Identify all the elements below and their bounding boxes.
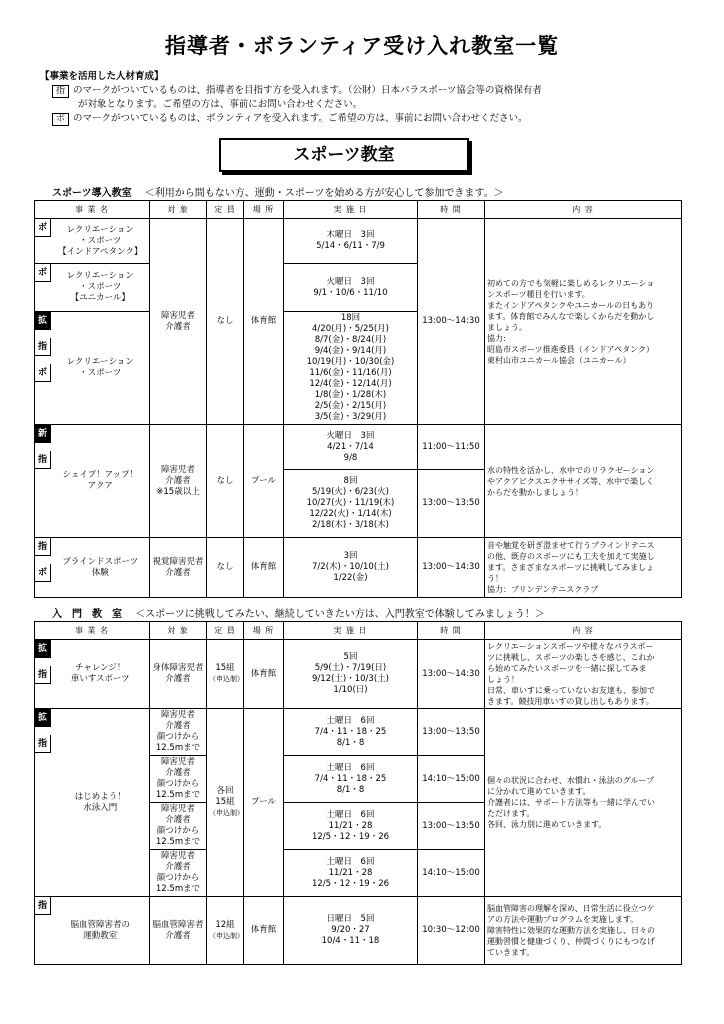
capacity-text: 15組: [215, 663, 235, 673]
volunteer-mark-icon: ボ: [52, 113, 69, 126]
sports-intro-label: スポーツ導入教室: [52, 188, 132, 199]
place-text: プール: [244, 425, 284, 538]
target-text: 障害児者 介護者 顔つけから 12.5mまで: [150, 803, 207, 850]
content-text: レクリエーションスポーツや様々なパラスポー ツに挑戦し、スポーツの楽しさを感じ、これか ら始めてみたいスポーツを一緒に探してみま しょう！ 日常、車いすに乗っていないお友達も、参加で きます。競技用車いすの貸し出しもあります。: [485, 640, 682, 709]
beginner-intro-heading: [52, 605, 545, 620]
target-text: 介護者: [165, 930, 191, 941]
target-text: 介護者: [165, 567, 191, 578]
leader-mark-icon: 指: [35, 538, 51, 556]
table-header-row: [35, 201, 682, 219]
expanded-mark-icon: 拡: [35, 640, 51, 658]
event-name: 車いすスポーツ: [70, 674, 130, 684]
content-text: 水の特性を活かし、水中でのリラクゼーション やアクアビクスエクササイズ等、水中で楽しく からだを動かしましょう！: [485, 425, 682, 538]
target-text: 介護者: [165, 674, 191, 684]
dates-text: 土曜日 6回 11/21・28 12/5・12・19・26: [284, 850, 418, 897]
target-text: 介護者: [165, 321, 191, 332]
table-row: [35, 709, 682, 756]
event-name: ・スポーツ: [79, 368, 122, 378]
place-text: 体育館: [244, 219, 284, 425]
sports-intro-note: ＜利用から間もない方、運動・スポーツを始める方が安心して参加できます。＞: [144, 188, 504, 199]
time-text: 11:00～11:50: [418, 425, 485, 470]
header-dates: 実 施 日: [284, 201, 418, 219]
capacity-text: 12組: [215, 919, 235, 930]
event-name: はじめよう！: [74, 791, 126, 802]
volunteer-mark-icon: ボ: [35, 564, 51, 582]
event-name: アクア: [87, 481, 113, 491]
header-place: 場 所: [244, 201, 284, 219]
table-row: [35, 425, 682, 470]
capacity-text: 各回: [216, 786, 234, 796]
time-text: 13:00～13:50: [418, 709, 485, 756]
dates-text: 木曜日 3回: [326, 230, 375, 240]
intro-heading: 【事業を活用した人材育成】: [40, 71, 164, 82]
time-text: 10:30～12:00: [418, 897, 485, 965]
intro-leader-text-cont: が対象となります。ご希望の方は、事前にお問い合わせください。: [78, 99, 363, 110]
header-event: 事 業 名: [35, 201, 150, 219]
dates-text: 5/14・6/11・7/9: [316, 241, 385, 251]
content-text: 初めての方でも気軽に楽しめるレクリエーショ ンスポーツ種目を行います。 またインドアペタンクやユニカールの日もあり ます。体育館でみんなで楽しくからだを動かし ましょう。 協力: 昭島市スポーツ推進委員（インドアペタンク） 東村山市ユニカール協会（ユニカール）: [485, 219, 682, 425]
target-text: 障害児者: [160, 310, 195, 321]
place-text: 体育館: [244, 640, 284, 709]
event-name: シェイプ！アップ！: [62, 470, 138, 480]
capacity-note: （申込制）: [209, 809, 244, 817]
volunteer-mark-icon: ボ: [35, 364, 51, 382]
header-content: 内 容: [485, 622, 682, 640]
dates-text: 火曜日 3回 4/21・7/14 9/8: [284, 425, 418, 470]
header-target: 対 象: [150, 622, 207, 640]
sports-intro-heading: [52, 184, 504, 199]
dates-text: 9/1・10/6・11/10: [313, 287, 388, 298]
leader-mark-icon: 指: [35, 338, 51, 356]
sports-intro-table: [34, 200, 682, 598]
expanded-mark-icon: 拡: [35, 312, 51, 330]
header-time: 時 間: [418, 201, 485, 219]
new-mark-icon: 新: [35, 425, 51, 443]
content-text: 音や触覚を研ぎ澄ませて行うブラインドテニス の他、既存のスポーツにも工夫を加えて実施し ます。さまざまなスポーツに挑戦してみましょ う！ 協力：ブリンデンテニスクラブ: [485, 538, 682, 598]
target-text: 脳血管障害者: [152, 919, 204, 930]
place-text: 体育館: [244, 538, 284, 598]
dates-text: 土曜日 6回 7/4・11・18・25 8/1・8: [284, 756, 418, 803]
content-text: 脳血管障害の理解を深め、日常生活に役立つケ アの方法や運動プログラムを実施します。 障害特性に効果的な運動方法を実施し、日々の 運動習慣と健康づくり、仲間づくりにもつなげ ていきます。: [485, 897, 682, 965]
beginner-intro-note: ＜スポーツに挑戦してみたい、継続していきたい方は、入門教室で体験してみましょう！＞: [135, 609, 545, 620]
dates-text: 土曜日 6回 11/21・28 12/5・12・19・26: [284, 803, 418, 850]
time-text: 13:00～13:50: [418, 470, 485, 538]
dates-text: 8回 5/19(火)・6/23(火) 10/27(火)・11/19(木) 12/22(火)・1/14(木) 2/18(木)・3/18(木): [284, 470, 418, 538]
capacity-note: （申込制）: [209, 931, 244, 940]
content-text: 個々の状況に合わせ、水慣れ・泳法のグループ に分かれて進めていきます。 介護者には、サポート方法等も一緒に学んでい ただけます。 各回、泳力別に進めていきます。: [485, 709, 682, 897]
target-text: 介護者: [165, 475, 191, 486]
time-text: 14:10～15:00: [418, 850, 485, 897]
time-text: 13:00～14:30: [418, 538, 485, 598]
event-name: 水泳入門: [83, 802, 118, 813]
beginner-intro-label: 入 門 教 室: [52, 609, 122, 620]
capacity-text: なし: [207, 425, 244, 538]
leader-mark-icon: 指: [35, 735, 51, 753]
dates-text: 土曜日 6回 7/4・11・18・25 8/1・8: [284, 709, 418, 756]
header-place: 場 所: [244, 622, 284, 640]
leader-mark-icon: 指: [35, 666, 51, 684]
capacity-text: なし: [207, 219, 244, 425]
dates-text: 5回 5/9(土)・7/19(日) 9/12(土)・10/3(土) 1/10(日): [284, 640, 418, 709]
place-text: プール: [244, 709, 284, 897]
event-name: チャレンジ！: [75, 663, 126, 673]
table-row: [35, 897, 682, 965]
capacity-text: 15組: [215, 797, 235, 807]
header-event: 事 業 名: [35, 622, 150, 640]
table-row: [35, 640, 682, 709]
target-text: 障害児者 介護者 顔つけから 12.5mまで: [150, 850, 207, 897]
event-name: 体験: [91, 567, 109, 578]
event-name: ブラインドスポーツ: [62, 556, 139, 567]
page-title: 指導者・ボランティア受け入れ教室一覧: [164, 34, 560, 58]
header-time: 時 間: [418, 622, 485, 640]
dates-text: 18回 4/20(月)・5/25(月) 8/7(金)・8/24(月) 9/4(金)・9/14(月) 10/19(月)・10/30(金) 11/6(金)・11/16(月) 12/4(金)・12/14(月) 1/8(金)・1/28(木) 2/5(金)・2/15(月) 3/5(金)・3/29(月): [284, 312, 418, 425]
time-text: 13:00～14:30: [418, 640, 485, 709]
header-content: 内 容: [485, 201, 682, 219]
section-title: スポーツ教室: [219, 138, 469, 172]
event-name: 【ユニカール】: [70, 293, 130, 303]
leader-mark-icon: 指: [35, 897, 51, 915]
event-name: ・スポーツ: [79, 282, 122, 292]
table-header-row: [35, 622, 682, 640]
header-capacity: 定 員: [207, 201, 244, 219]
intro-leader-text: のマークがついているものは、指導者を目指す方を受入れます。（公財）日本パラスポーツ協会等の資格保有者: [73, 85, 542, 96]
header-target: 対 象: [150, 201, 207, 219]
dates-text: 3回 7/2(木)・10/10(土) 1/22(金): [284, 538, 418, 598]
event-name: ・スポーツ: [79, 235, 122, 246]
target-text: 障害児者: [160, 464, 195, 475]
event-name: レクリエーション: [66, 357, 134, 367]
event-name: 脳血管障害者の: [70, 919, 130, 930]
time-text: 13:00～13:50: [418, 803, 485, 850]
capacity-text: なし: [207, 538, 244, 598]
target-text: 障害児者 介護者 顔つけから 12.5mまで: [150, 756, 207, 803]
header-dates: 実 施 日: [284, 622, 418, 640]
table-row: [35, 538, 682, 598]
event-name: レクリエーション: [66, 271, 134, 281]
dates-text: 日曜日 5回 9/20・27 10/4・11・18: [284, 897, 418, 965]
event-name: 運動教室: [83, 930, 118, 941]
target-text: 視覚障害児者: [152, 556, 204, 567]
event-name: 【インドアペタンク】: [58, 246, 143, 257]
beginner-table: [34, 621, 682, 965]
time-text: 13:00～14:30: [418, 219, 485, 425]
target-text: 身体障害児者: [152, 663, 204, 673]
intro-section: [40, 70, 700, 126]
volunteer-mark-icon: ボ: [35, 219, 51, 237]
table-row: [35, 219, 682, 264]
header-capacity: 定 員: [207, 622, 244, 640]
place-text: 体育館: [244, 897, 284, 965]
event-name: レクリエーション: [66, 224, 134, 235]
capacity-note: （申込制）: [209, 675, 244, 683]
target-text: 障害児者 介護者 顔つけから 12.5mまで: [150, 709, 207, 756]
volunteer-mark-icon: ボ: [35, 264, 51, 282]
dates-text: 火曜日 3回: [326, 276, 375, 287]
target-text: ※15歳以上: [156, 486, 200, 497]
leader-mark-icon: 指: [35, 451, 51, 469]
time-text: 14:10～15:00: [418, 756, 485, 803]
leader-mark-icon: 指: [52, 85, 69, 98]
intro-volunteer-text: のマークがついているものは、ボランティアを受入れます。ご希望の方は、事前にお問い合わせください。: [73, 113, 528, 124]
expanded-mark-icon: 拡: [35, 709, 51, 727]
